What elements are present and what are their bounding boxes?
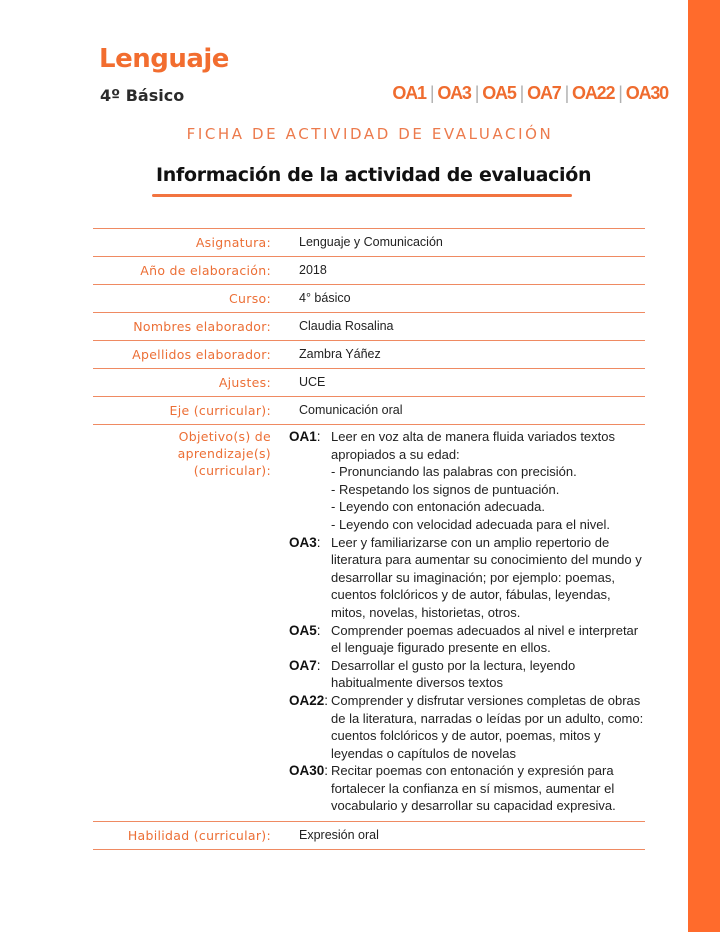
oa-code-22: OA22: [572, 83, 615, 103]
objective-text: Desarrollar el gusto por la lectura, leyendo habitualmente diversos textos: [331, 657, 576, 691]
field-label: Asignatura:: [195, 235, 271, 250]
oa-code-30: OA30: [625, 83, 668, 103]
objective-bullet: - Respetando los signos de puntuación.: [331, 481, 560, 497]
field-label: Habilidad (curricular):: [127, 828, 271, 844]
objective-code: OA22:: [289, 692, 329, 708]
objectives-list: [289, 425, 645, 821]
objective-bullet: - Leyendo con entonación adecuada.: [331, 499, 545, 515]
objective-text: Leer en voz alta de manera fluida variados textos apropiados a su edad: - Pronunciando las palabras con precisión. - Respetando los signos de puntuación. - Leyendo con entonación adecuada. - Leyendo con velocidad adecuada para el nivel.: [331, 428, 645, 534]
row-anio: [93, 257, 645, 285]
separator: |: [519, 83, 524, 103]
info-table: [93, 228, 645, 850]
field-label: [93, 425, 297, 821]
grade-label: 4º Básico: [100, 86, 185, 105]
oa-code-1: OA1: [392, 83, 426, 103]
oa-codes-list: [392, 83, 668, 104]
field-label: Eje (curricular):: [169, 403, 271, 418]
separator: |: [618, 83, 622, 103]
objective-oa30: [289, 762, 645, 815]
separator: |: [474, 83, 479, 103]
field-value: UCE: [299, 375, 326, 389]
field-label: Curso:: [229, 291, 271, 306]
objective-text: Leer y familiarizarse con un amplio repertorio de literatura para aumentar su conocimiento del mundo y desarrollar su imaginación; por ejemplo: poemas, cuentos folclóricos y de autor, fábulas, leyendas, mitos, novelas, historietas, otros.: [331, 534, 642, 620]
field-value: 4° básico: [299, 291, 351, 305]
row-habilidad: [93, 822, 645, 850]
oa-code-5: OA5: [482, 83, 516, 103]
row-ajustes: [93, 369, 645, 397]
title-underline: [152, 194, 572, 197]
objective-text: Recitar poemas con entonación y expresión para fortalecer la confianza en sí mismos, aumentar el vocabulario y desarrollar su capacidad expresiva.: [331, 763, 616, 814]
objective-oa7: [289, 657, 645, 692]
label-line: (curricular):: [193, 463, 271, 478]
label-line: Objetivo(s) de: [178, 429, 271, 444]
objective-code: OA1:: [289, 429, 321, 444]
objective-code: OA7:: [289, 657, 321, 673]
row-nombres: [93, 313, 645, 341]
row-apellidos: [93, 341, 645, 369]
row-objetivos: [93, 425, 645, 822]
objective-bullet: - Pronunciando las palabras con precisión.: [331, 464, 577, 480]
objective-bullet: - Leyendo con velocidad adecuada para el nivel.: [331, 516, 610, 532]
subject-title: Lenguaje: [99, 44, 229, 74]
objective-code: OA3:: [289, 534, 321, 550]
oa-code-3: OA3: [437, 83, 471, 103]
field-label: Año de elaboración:: [140, 263, 271, 278]
label-line: aprendizaje(s): [177, 446, 271, 461]
objective-oa22: [289, 692, 645, 762]
objective-oa1: [289, 428, 645, 534]
field-value: Comunicación oral: [299, 403, 403, 417]
field-label: Apellidos elaborador:: [132, 347, 271, 362]
row-eje: [93, 397, 645, 425]
separator: |: [429, 83, 434, 103]
row-curso: [93, 285, 645, 313]
objective-code: OA30:: [289, 763, 329, 779]
field-value: Lenguaje y Comunicación: [299, 235, 443, 249]
objective-oa5: [289, 622, 645, 657]
objective-code: OA5:: [289, 622, 321, 638]
field-value: Zambra Yáñez: [299, 347, 381, 361]
objective-oa3: [289, 534, 645, 622]
field-label: Ajustes:: [218, 375, 271, 390]
oa-code-7: OA7: [527, 83, 561, 103]
field-value: 2018: [299, 263, 327, 277]
form-kind-heading: FICHA DE ACTIVIDAD DE EVALUACIÓN: [186, 125, 554, 143]
objective-text: Comprender poemas adecuados al nivel e interpretar el lenguaje figurado presente en ellos.: [331, 622, 639, 656]
objective-text: Comprender y disfrutar versiones completas de obras de la literatura, narradas o leídas por un adulto, como: cuentos folclóricos y de autor, poemas, mitos y leyendas o capítulos de novelas: [331, 692, 644, 761]
separator: |: [564, 83, 569, 103]
field-label: Nombres elaborador:: [133, 319, 271, 334]
row-asignatura: [93, 229, 645, 257]
field-value: Expresión oral: [299, 828, 379, 843]
field-value: Claudia Rosalina: [299, 319, 394, 333]
section-title: Información de la actividad de evaluación: [156, 164, 592, 186]
